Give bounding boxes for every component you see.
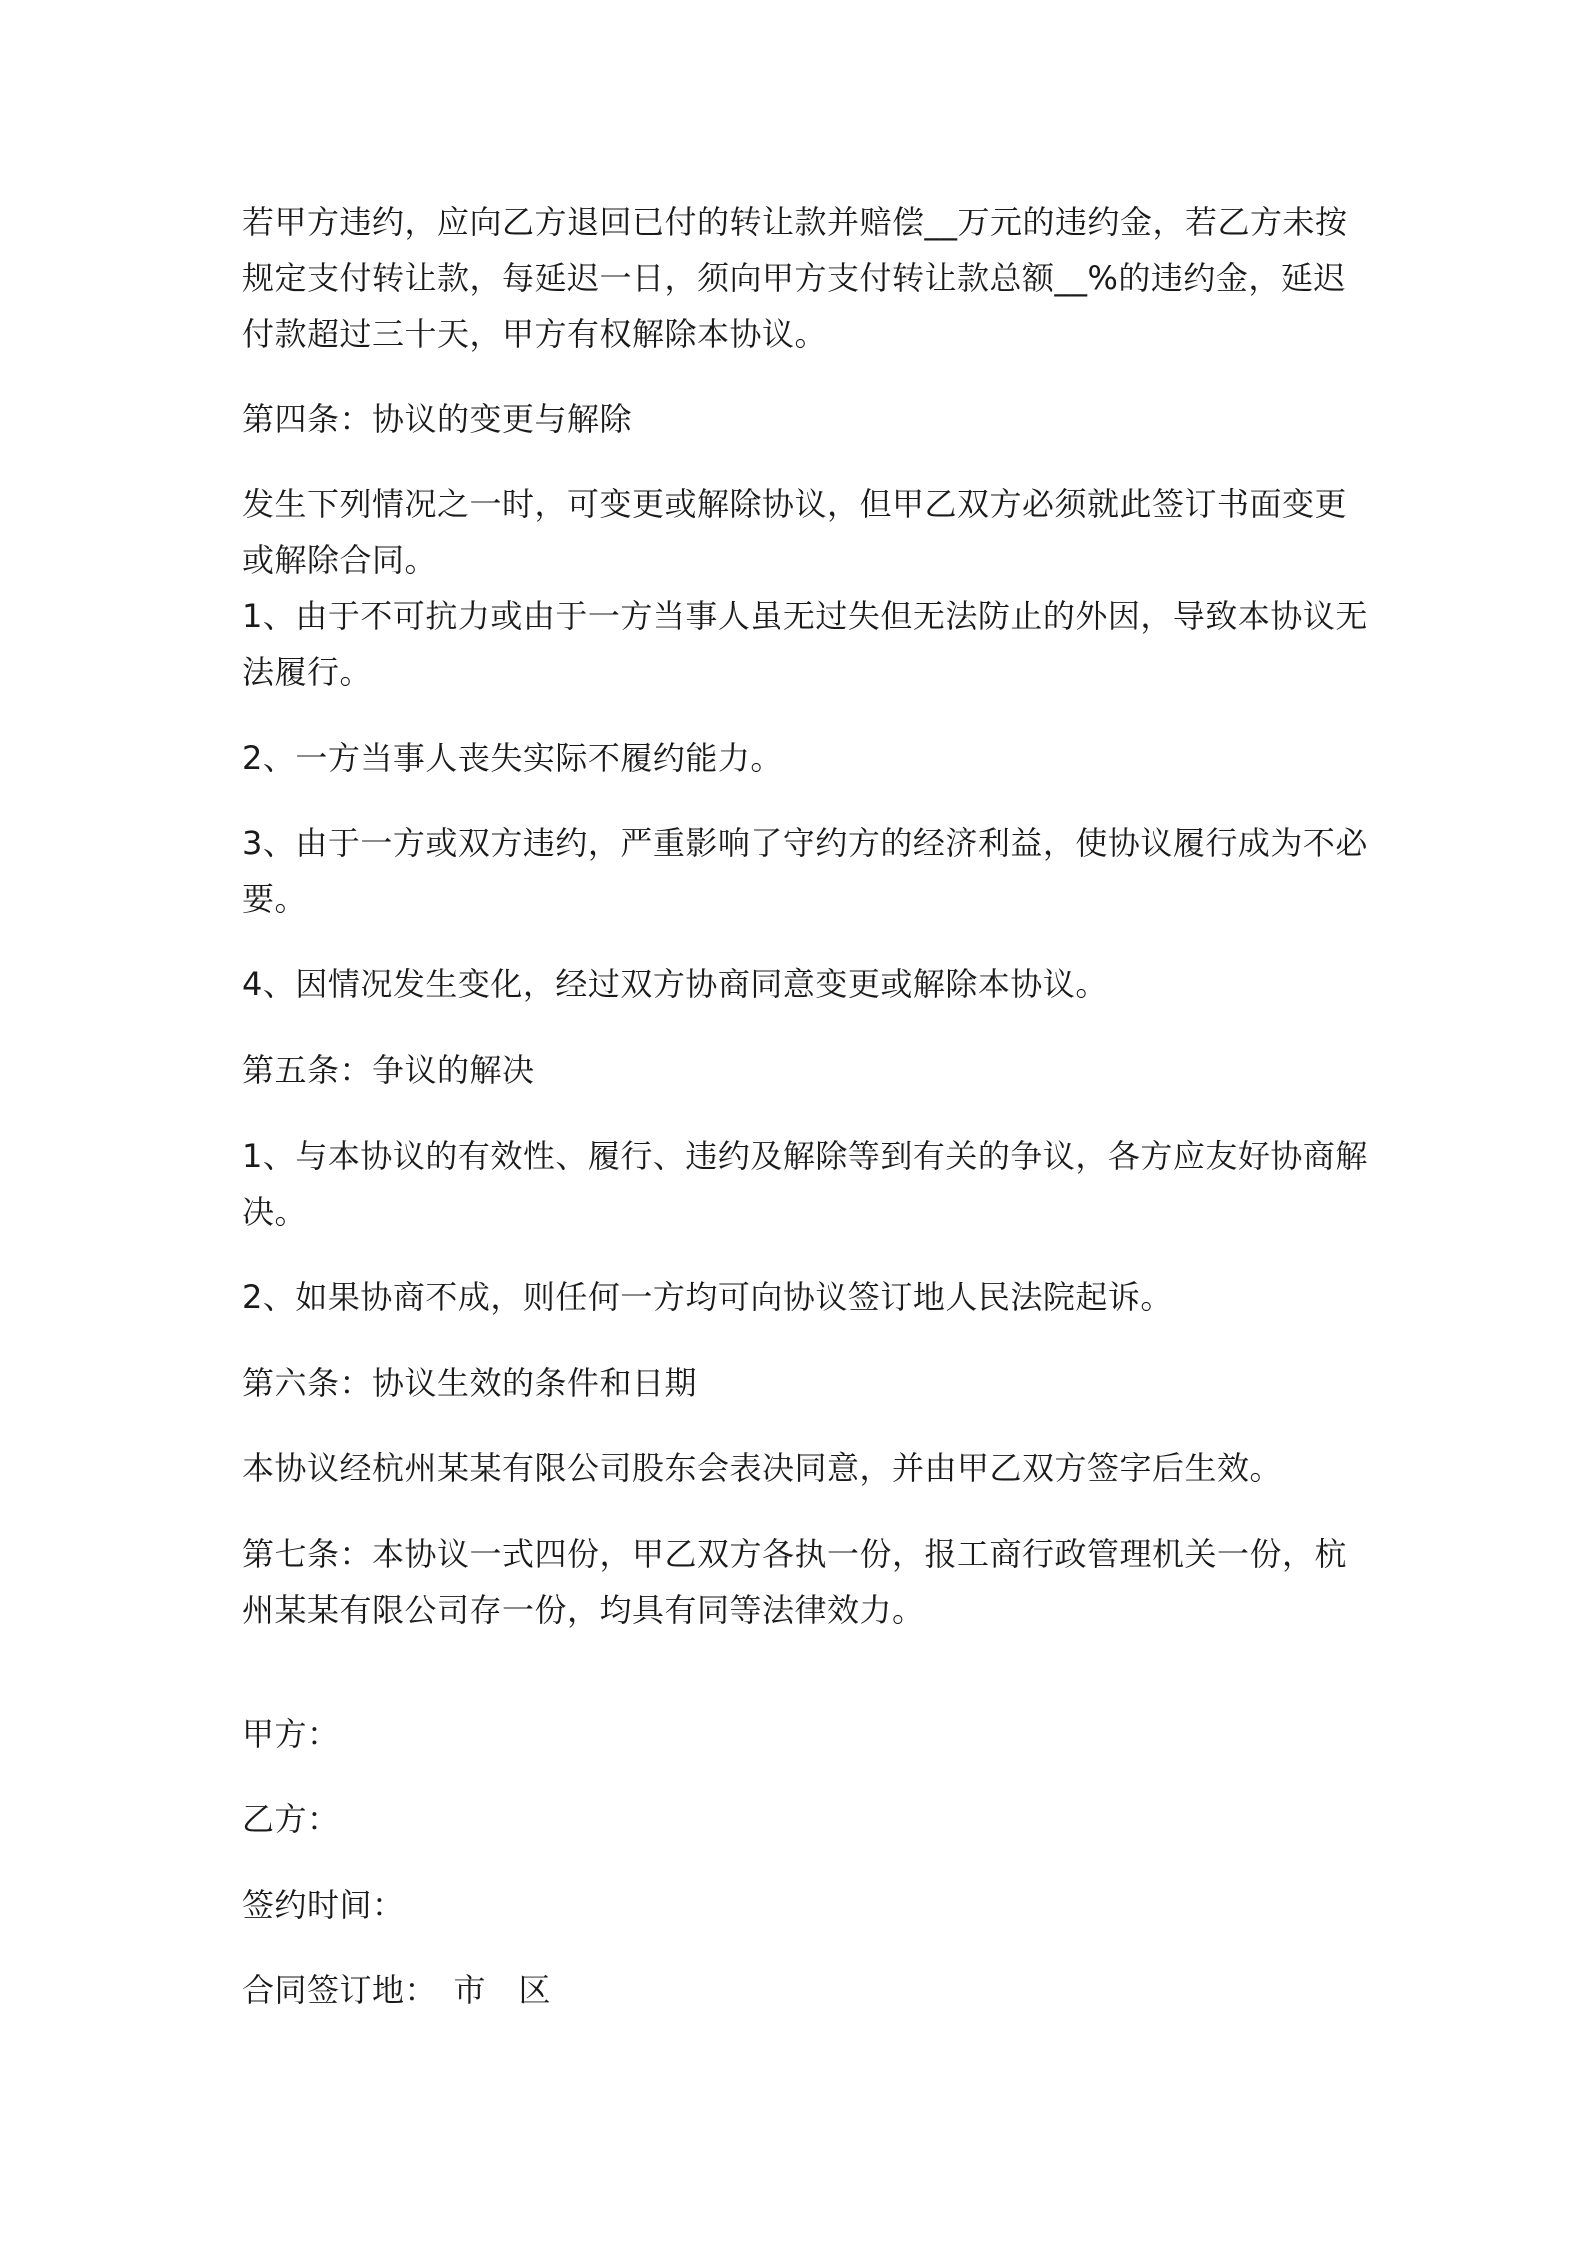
list-item: 4、因情况发生变化，经过双方协商同意变更或解除本协议。 [242,965,1108,1003]
section-heading: 第四条：协议的变更与解除 [242,400,633,438]
section-heading: 第五条：争议的解决 [242,1051,535,1089]
list-item: 2、一方当事人丧失实际不履约能力。 [242,739,783,777]
text-line: 法履行。 [242,653,373,691]
text-line: 发生下列情况之一时，可变更或解除协议，但甲乙双方必须就此签订书面变更 [242,485,1348,523]
party-a-label: 甲方： [242,1715,340,1753]
text-line: 决。 [242,1193,308,1231]
section-heading: 第七条：本协议一式四份，甲乙双方各执一份，报工商行政管理机关一份，杭 [242,1535,1348,1573]
text-line: 规定支付转让款，每延迟一日，须向甲方支付转让款总额__%的违约金，延迟 [242,259,1346,297]
list-item: 1、由于不可抗力或由于一方当事人虽无过失但无法防止的外因，导致本协议无 [242,597,1368,635]
text-line: 本协议经杭州某某有限公司股东会表决同意，并由甲乙双方签字后生效。 [242,1449,1283,1487]
party-b-label: 乙方： [242,1800,340,1838]
text-line: 州某某有限公司存一份，均具有同等法律效力。 [242,1591,925,1629]
list-item: 2、如果协商不成，则任何一方均可向协议签订地人民法院起诉。 [242,1278,1173,1316]
list-item: 3、由于一方或双方违约，严重影响了守约方的经济利益，使协议履行成为不必 [242,824,1368,862]
list-item: 1、与本协议的有效性、履行、违约及解除等到有关的争议，各方应友好协商解 [242,1137,1368,1175]
text-line: 若甲方违约，应向乙方退回已付的转让款并赔偿__万元的违约金，若乙方未按 [242,203,1348,241]
signing-time-label: 签约时间： [242,1886,405,1924]
signing-place-label: 合同签订地： 市 区 [242,1971,552,2009]
section-heading: 第六条：协议生效的条件和日期 [242,1364,698,1402]
text-line: 或解除合同。 [242,541,438,579]
text-line: 要。 [242,880,308,918]
text-line: 付款超过三十天，甲方有权解除本协议。 [242,315,828,353]
